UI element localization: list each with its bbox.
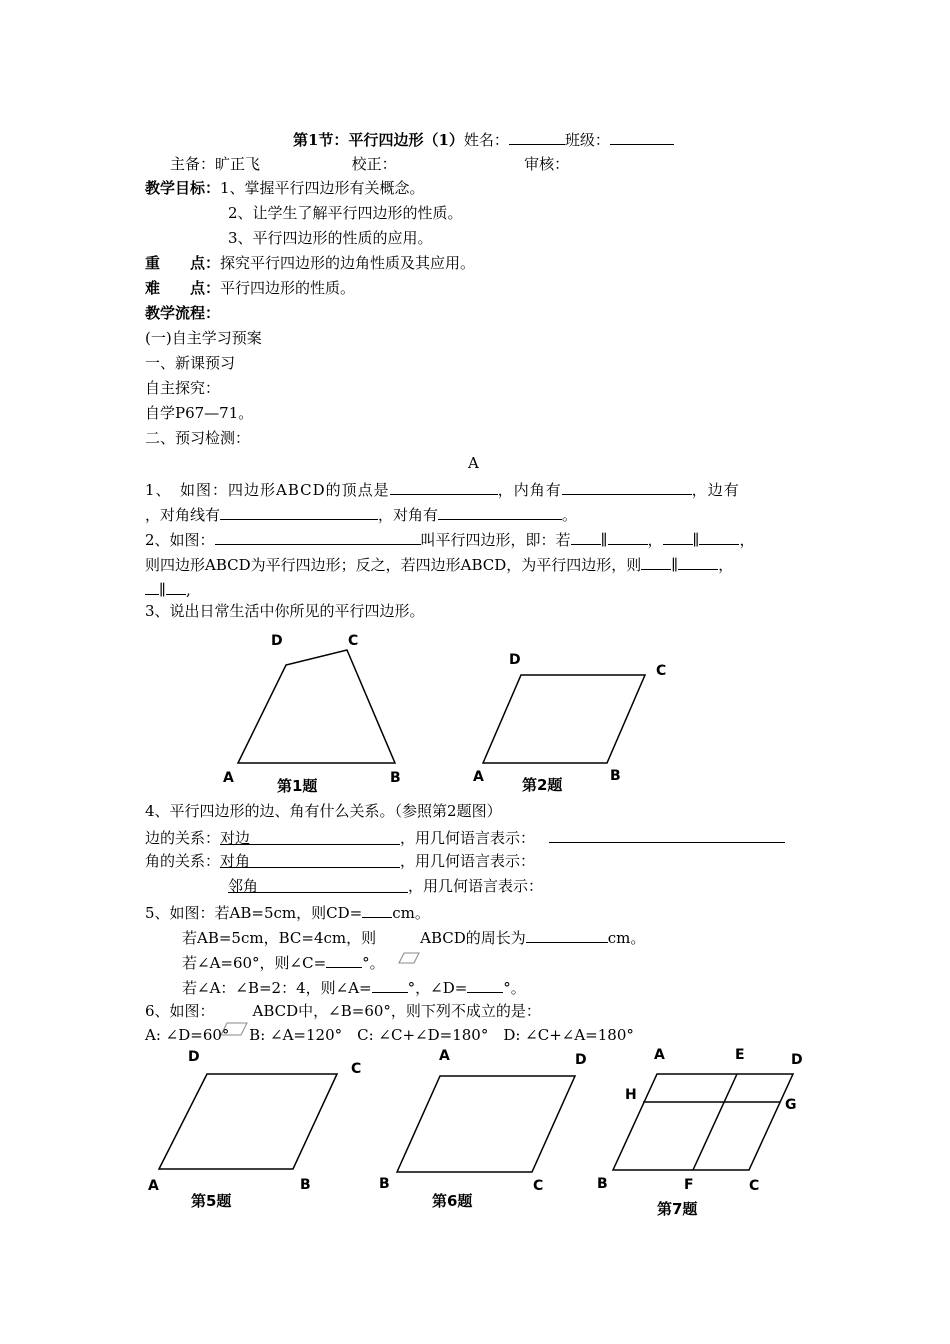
blank-8[interactable]	[166, 578, 186, 595]
goals-line-3: 3、平行四边形的性质的应用。	[228, 229, 433, 247]
segment-ef	[693, 1074, 737, 1170]
fig1-label-b: B	[390, 770, 401, 786]
vertices-blank[interactable]	[390, 478, 498, 495]
fig5-label-b: B	[300, 1177, 311, 1193]
angle-d-blank[interactable]	[467, 976, 503, 993]
adjacent-blank[interactable]: 邻角	[228, 876, 408, 893]
question-5-d: 若∠A：∠B=2：4，则∠A= °，∠D= °。	[182, 976, 526, 998]
fig1-label-c: C	[348, 633, 359, 649]
section-3: 自主探究：	[145, 379, 221, 397]
side-relation: 边的关系：对边 ，用几何语言表示：	[145, 826, 785, 848]
blank-5[interactable]	[641, 553, 671, 570]
difficulty: 难 点：平行四边形的性质。	[145, 279, 356, 297]
question-4-intro: 4、平行四边形的边、角有什么关系。（参照第2题图）	[145, 802, 502, 820]
blank-7[interactable]	[145, 578, 159, 595]
goals-line-1: 教学目标：1、掌握平行四边形有关概念。	[145, 179, 425, 197]
fig6-label-b: B	[379, 1176, 390, 1192]
fig7-caption: 第7题	[657, 1200, 698, 1218]
side-blank[interactable]: 对边	[220, 828, 400, 845]
question-2-line-2: 则四边形ABCD为平行四边形；反之，若四边形ABCD，为平行四边形，则 ∥ ，	[145, 553, 733, 575]
blank-6[interactable]	[678, 553, 718, 570]
fig2-label-a: A	[473, 769, 484, 785]
question-2-line-3: ∥ ,	[145, 578, 191, 600]
goals-line-2: 2、让学生了解平行四边形的性质。	[228, 204, 463, 222]
blank-2[interactable]	[608, 528, 648, 545]
fig6-label-d: D	[575, 1052, 587, 1068]
parallelogram-2	[483, 675, 645, 763]
perimeter-blank[interactable]	[526, 926, 608, 943]
figure-7	[595, 1042, 815, 1222]
question-1-line-2: ，对角线有 ，对角有 。	[145, 503, 577, 525]
angle-relation: 角的关系：对角 ，用几何语言表示：	[145, 852, 536, 870]
fig5-label-d: D	[188, 1049, 200, 1065]
opposite-angles-blank[interactable]	[438, 503, 562, 520]
question-2-line-1: 2、如图： 叫平行四边形，即：若 ∥ ， ∥ ，	[145, 528, 754, 550]
section-4: 自学P67—71。	[145, 404, 254, 422]
fig2-label-b: B	[610, 768, 621, 784]
section-5: 二、预习检测：	[145, 429, 251, 447]
parallelogram-7	[613, 1074, 793, 1170]
fig6-label-c: C	[533, 1178, 544, 1194]
figure-6	[375, 1042, 605, 1217]
fig2-label-d: D	[509, 652, 521, 668]
question-5-c: 若∠A=60°，则∠C= °。	[182, 951, 385, 973]
flow-label: 教学流程：	[145, 304, 221, 322]
question-6: 6、如图： ABCD中，∠B=60°，则下列不成立的是：	[145, 1001, 541, 1021]
parallelogram-5	[159, 1074, 337, 1169]
question-6-options: A: ∠D=60° B: ∠A=120° C: ∠C+∠D=180° D: ∠C+∠A=180°	[145, 1026, 634, 1044]
question-1-line-1: 1、 如图：四边形ABCD的顶点是 ，内角有 ，边有	[145, 478, 740, 500]
fig6-caption: 第6题	[432, 1192, 473, 1210]
fig2-caption: 第2题	[522, 776, 563, 794]
side-geo-blank[interactable]	[549, 826, 785, 843]
angles-blank[interactable]	[562, 478, 692, 495]
stray-label-a: A	[468, 454, 479, 472]
fig7-label-g: G	[785, 1097, 797, 1113]
page-title: 第1节：平行四边形（1）姓名： 班级：	[293, 128, 674, 150]
fig6-label-a: A	[439, 1048, 450, 1064]
fig1-label-d: D	[271, 633, 283, 649]
angle-blank[interactable]: 对角	[220, 851, 400, 868]
angle-a-blank[interactable]	[372, 976, 408, 993]
fig2-label-c: C	[656, 663, 667, 679]
blank-1[interactable]	[571, 528, 601, 545]
fig1-label-a: A	[223, 770, 234, 786]
credits-row: 主备：旷正飞 校正： 审核：	[170, 155, 570, 173]
fig7-label-b: B	[597, 1176, 608, 1192]
fig7-label-a: A	[654, 1047, 665, 1063]
name-blank[interactable]	[509, 128, 565, 145]
section-2: 一、新课预习	[145, 354, 236, 372]
quad-1	[238, 650, 395, 763]
adjacent-angle-relation: 邻角 ，用几何语言表示：	[228, 877, 544, 895]
fig7-label-c: C	[749, 1178, 760, 1194]
definition-blank[interactable]	[215, 528, 421, 545]
fig7-label-h: H	[625, 1087, 637, 1103]
figure-5	[145, 1042, 375, 1217]
diagonals-blank[interactable]	[220, 503, 378, 520]
question-5-a: 5、如图：若AB=5cm，则CD= cm。	[145, 901, 430, 923]
class-blank[interactable]	[610, 128, 674, 145]
fig7-label-e: E	[735, 1047, 745, 1063]
cd-blank[interactable]	[362, 901, 392, 918]
question-5-b: 若AB=5cm，BC=4cm，则 ABCD的周长为 cm。	[182, 926, 645, 948]
blank-3[interactable]	[663, 528, 693, 545]
parallel-symbol: ∥	[159, 581, 166, 599]
fig7-label-f: F	[684, 1177, 694, 1193]
figure-1	[215, 625, 415, 800]
key-point: 重 点：探究平行四边形的边角性质及其应用。	[145, 254, 476, 272]
fig1-caption: 第1题	[277, 777, 318, 795]
parallelogram-6	[397, 1076, 575, 1172]
section-1: (一)自主学习预案	[145, 329, 262, 347]
figure-2	[465, 645, 675, 800]
fig5-label-c: C	[351, 1061, 362, 1077]
fig5-label-a: A	[148, 1178, 159, 1194]
angle-c-blank[interactable]	[326, 951, 362, 968]
blank-4[interactable]	[699, 528, 739, 545]
question-3: 3、说出日常生活中你所见的平行四边形。	[145, 602, 425, 620]
fig7-label-d: D	[791, 1052, 803, 1068]
fig5-caption: 第5题	[191, 1192, 232, 1210]
